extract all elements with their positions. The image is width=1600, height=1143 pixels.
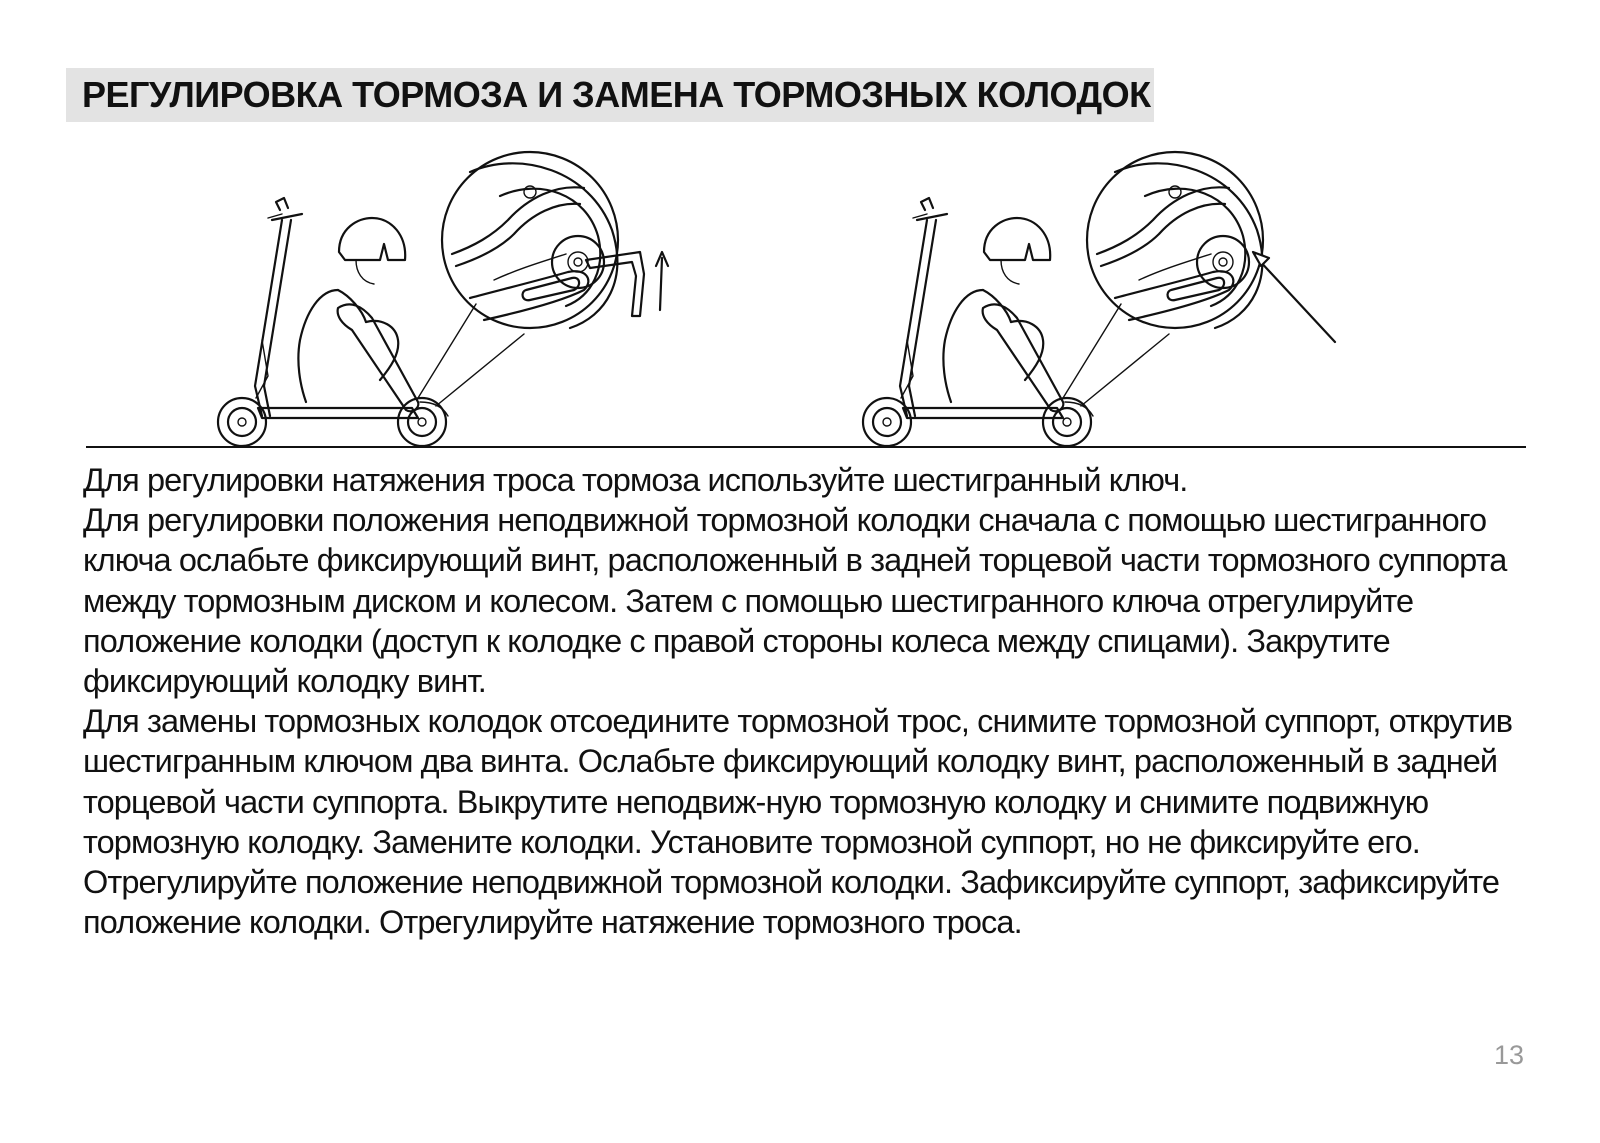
instructions-body <box>83 460 1533 942</box>
section-title-bar <box>66 68 1154 122</box>
paragraph-cable-tension: Для регулировки натяжения троса тормоза используйте шестигранный ключ. <box>83 462 1188 498</box>
scooter-rider-brake-caliper-detail-icon <box>863 152 1335 446</box>
illustrations <box>0 140 1600 460</box>
horizontal-rule <box>86 446 1526 448</box>
page-number: 13 <box>1494 1040 1525 1070</box>
paragraph-pad-replacement: Для замены тормозных колодок отсоедините тормозной трос, снимите тормозной суппорт, открутив шестигранным ключом два винта. Ослабьте фиксирующий колодку винт, расположенный в задней торцевой части суппорта. Выкрутите неподвиж-ную тормозную колодку и снимите подвижную тормозную колодку. Замените колодки. Установите тормозной суппорт, но не фиксируйте его. Отрегулируйте положение неподвижной тормозной колодки. Зафиксируйте суппорт, зафиксируйте положение колодки. Отрегулируйте натяжение тормозного троса. <box>83 703 1513 941</box>
page-title: РЕГУЛИРОВКА ТОРМОЗА И ЗАМЕНА ТОРМОЗНЫХ КОЛОДОК <box>82 74 1151 115</box>
scooter-rider-hex-key-adjustment-icon <box>218 152 668 446</box>
paragraph-pad-position: Для регулировки положения неподвижной тормозной колодки сначала с помощью шестигранного ключа ослабьте фиксирующий винт, расположенный в задней торцевой части тормозного суппорта между тормозным диском и колесом. Затем с помощью шестигранного ключа отрегулируйте положение колодки (доступ к колодке с правой стороны колеса между спицами). Закрутите фиксирующий колодку винт. <box>83 502 1507 700</box>
